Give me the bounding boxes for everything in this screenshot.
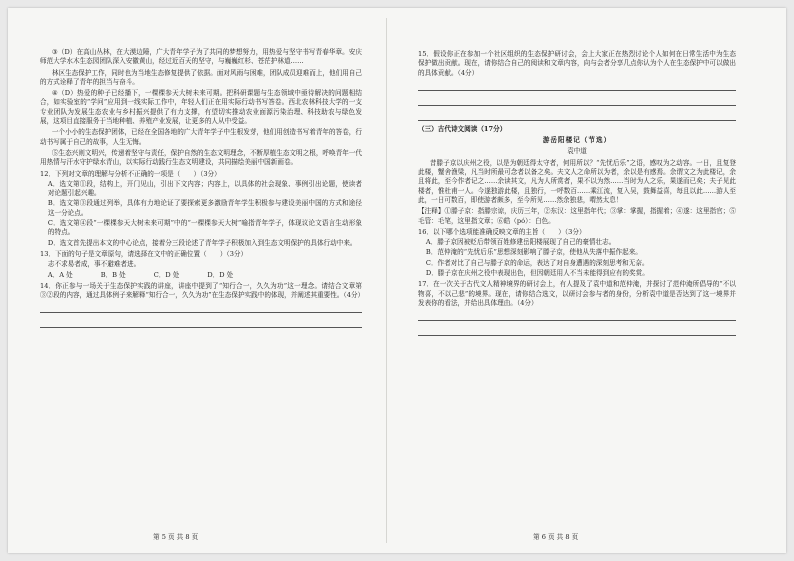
answer-line[interactable] [418, 109, 736, 121]
question-12-option-c: C．选文第④段“一棵棵参天大树未来可期”中的“一棵棵参天大树”喻指青年学子，体现议论文语言生动形象的特点。 [47, 219, 362, 237]
answer-line[interactable] [418, 324, 736, 336]
question-13-quote: 志不求易者成，事不避难者进。 [47, 260, 141, 269]
question-12-option-a: A．选文第①段，结构上，开门见山，引出下文内容；内容上，以具体的社会现象、事例引出论题，使读者对论题引起兴趣。 [47, 179, 362, 198]
question-13-option-d: D．D 处 [207, 270, 234, 279]
question-14: 14．你正参与一场关于生态保护实践的讲座，讲座中提到了“知行合一，久久为功”这一理念。请结合文章第③②段的内容，通过具体例子来解释“知行合一，久久为功”在生态保护实践中的体现，并阐述其重要性。（4分） [40, 281, 365, 300]
question-12: 12．下列对文章的理解与分析不正确的一项是（ ）（3分） [40, 169, 221, 178]
answer-line[interactable] [418, 79, 736, 91]
question-16-option-a: A．滕子京因被贬后带领百姓修建岳阳楼展现了自己的豪情壮志。 [425, 238, 616, 247]
passage-title: 游岳阳楼记（节选） [542, 136, 612, 145]
passage-text: 昔滕子京以庆州之役，以是为朝廷得太守者，何用所以？“先忧后乐”之语，感叹为之动容。一日，且复登此楼，蟹舍渔梁，凡当时所最可念者以备之矣。夫文人之命所以为者，余以是有感焉。余谓文之为此楼记，余且将此，至今作者记之……余读其文，凡为人所赏者，果不以为然……当时为人之乐，果遂而已矣；夫子见此楼者，惟杜甫一人。今遂独游此楼，且独行，一呼数百……乘江流，复入吴，鼓舞益喜，每且以此……游人至此，一日可数百，即使游者颇多，至今所见……然余独悲，喟然太息！ [418, 158, 736, 204]
question-16: 16．以下哪个选项能准确反映文章的主旨（ ）（3分） [418, 227, 586, 236]
right-page-footer: 第 6 页 共 8 页 [533, 533, 579, 541]
question-17: 17．在一次关于古代文人精神境界的研讨会上，有人提及了袁中道和范仲淹，并探讨了范仲淹所倡导的“不以物喜，不以己悲”的境界。现在，请你结合选文，以研讨会参与者的身份，分析袁中道是否达到了这一境界并发表你的看法，并给出具体理由。（4分） [418, 280, 736, 307]
right-page [418, 48, 736, 339]
answer-line[interactable] [40, 301, 362, 313]
question-13-option-c: C．D 处 [153, 270, 180, 279]
question-13-options [40, 271, 362, 280]
passage-notes: 【注释】①滕子京：指滕宗谅，庆历三年，②东汉：这里指年代；③掌：掌握，指握着；④遂：这里指官；⑤毛管：毛笔，这里指文章；⑥皓（pó）：白色。 [418, 207, 736, 225]
left-page-footer: 第 5 页 共 8 页 [153, 533, 199, 541]
section-heading: （三）古代诗文阅读（17分） [418, 124, 507, 133]
answer-line[interactable] [418, 94, 736, 106]
answer-line[interactable] [40, 316, 362, 328]
exam-sheet [8, 8, 786, 553]
left-page [40, 48, 365, 331]
page-fold-divider [386, 18, 387, 543]
paragraph-5: ⑤生态兴则文明兴，传递着坚守与责任，保护自然的生态文明理念，不断厚植生态文明之根，呼唤青年一代用热情与汗水守护绿水青山，以实际行动践行生态文明建设，共同描绘美丽中国新画卷。 [40, 148, 362, 167]
question-12-option-d: D．选文首先提出本文的中心论点，接着分三段论述了青年学子积极加入到生态文明保护的具体行动中来。 [47, 238, 357, 247]
paragraph-3: ③（D）在高山丛林，在大漠边陲，广大青年学子为了共同的梦想努力，用热爱与坚守书写青春华章。安庆师范大学水木生态园团队深入安徽黄山，经过近百天的坚守，与巍巍红杉、苍茫护林道…… [40, 48, 362, 66]
question-16-option-c: C．作者对比了自己与滕子京的命运，表达了对自身遭遇的深刻思考和无奈。 [425, 258, 649, 267]
question-13-option-a: A．A 处 [47, 270, 73, 279]
answer-line[interactable] [418, 309, 736, 321]
question-16-option-d: D．滕子京在庆州之役中表现出色，但因朝廷用人不当未能得到应有的奖赏。 [425, 269, 649, 278]
question-16-option-b: B．范仲淹的“先忧后乐”思想深刻影响了滕子京，使他从失落中振作起来。 [425, 248, 642, 257]
question-15: 15．假设你正在参加一个社区组织的生态保护研讨会，会上大家正在热烈讨论个人如何在日常生活中为生态保护做出贡献。现在，请你结合自己的阅读和文章内容，向与会者分享几点你认为个人在生态保护中可以做出的具体贡献。（4分） [418, 50, 736, 77]
paragraph-3-continued: 林区生态保护工作，同时也为当地生态修复提供了依据。面对风雨与困难，团队成员迎难而上，他们用自己的方式诠释了青年的担当与奋斗。 [40, 68, 362, 86]
question-12-option-b: B．选文第③段通过列举，具体有力地论证了要探索更多激励青年学生积极参与建设美丽中国的方式和途径这一分论点。 [47, 199, 362, 217]
question-13-option-b: B．B 处 [100, 270, 126, 279]
paragraph-4-continued: 一个小小的生态保护团体，已经在全国各地的广大青年学子中生根发芽，他们用创造书写着青年的答卷，行动书写属于自己的故事，人生无悔。 [40, 128, 362, 146]
paragraph-4: ④（D）热爱的种子已经播下，一棵棵参天大树未来可期。把科研课题与生态领域中亟待解决的问题相结合，如实验室的“学问”应用到一线实际工作中，年轻人们正在用实际行动书写答卷。西北农林科技大学的一支专业团队为发展生态农业与乡村振兴提供了有力支撑，有望切实推动农业面源污染治理、科技助农与绿色发展，这项目直接服务于当地种植、养殖产业发展，让更多的人从中受益。 [40, 89, 362, 126]
question-13: 13．下面的句子是文章原句，请选择在文中的正确位置（ ）（3分） [40, 249, 248, 258]
passage-author: 袁中道 [567, 147, 587, 156]
